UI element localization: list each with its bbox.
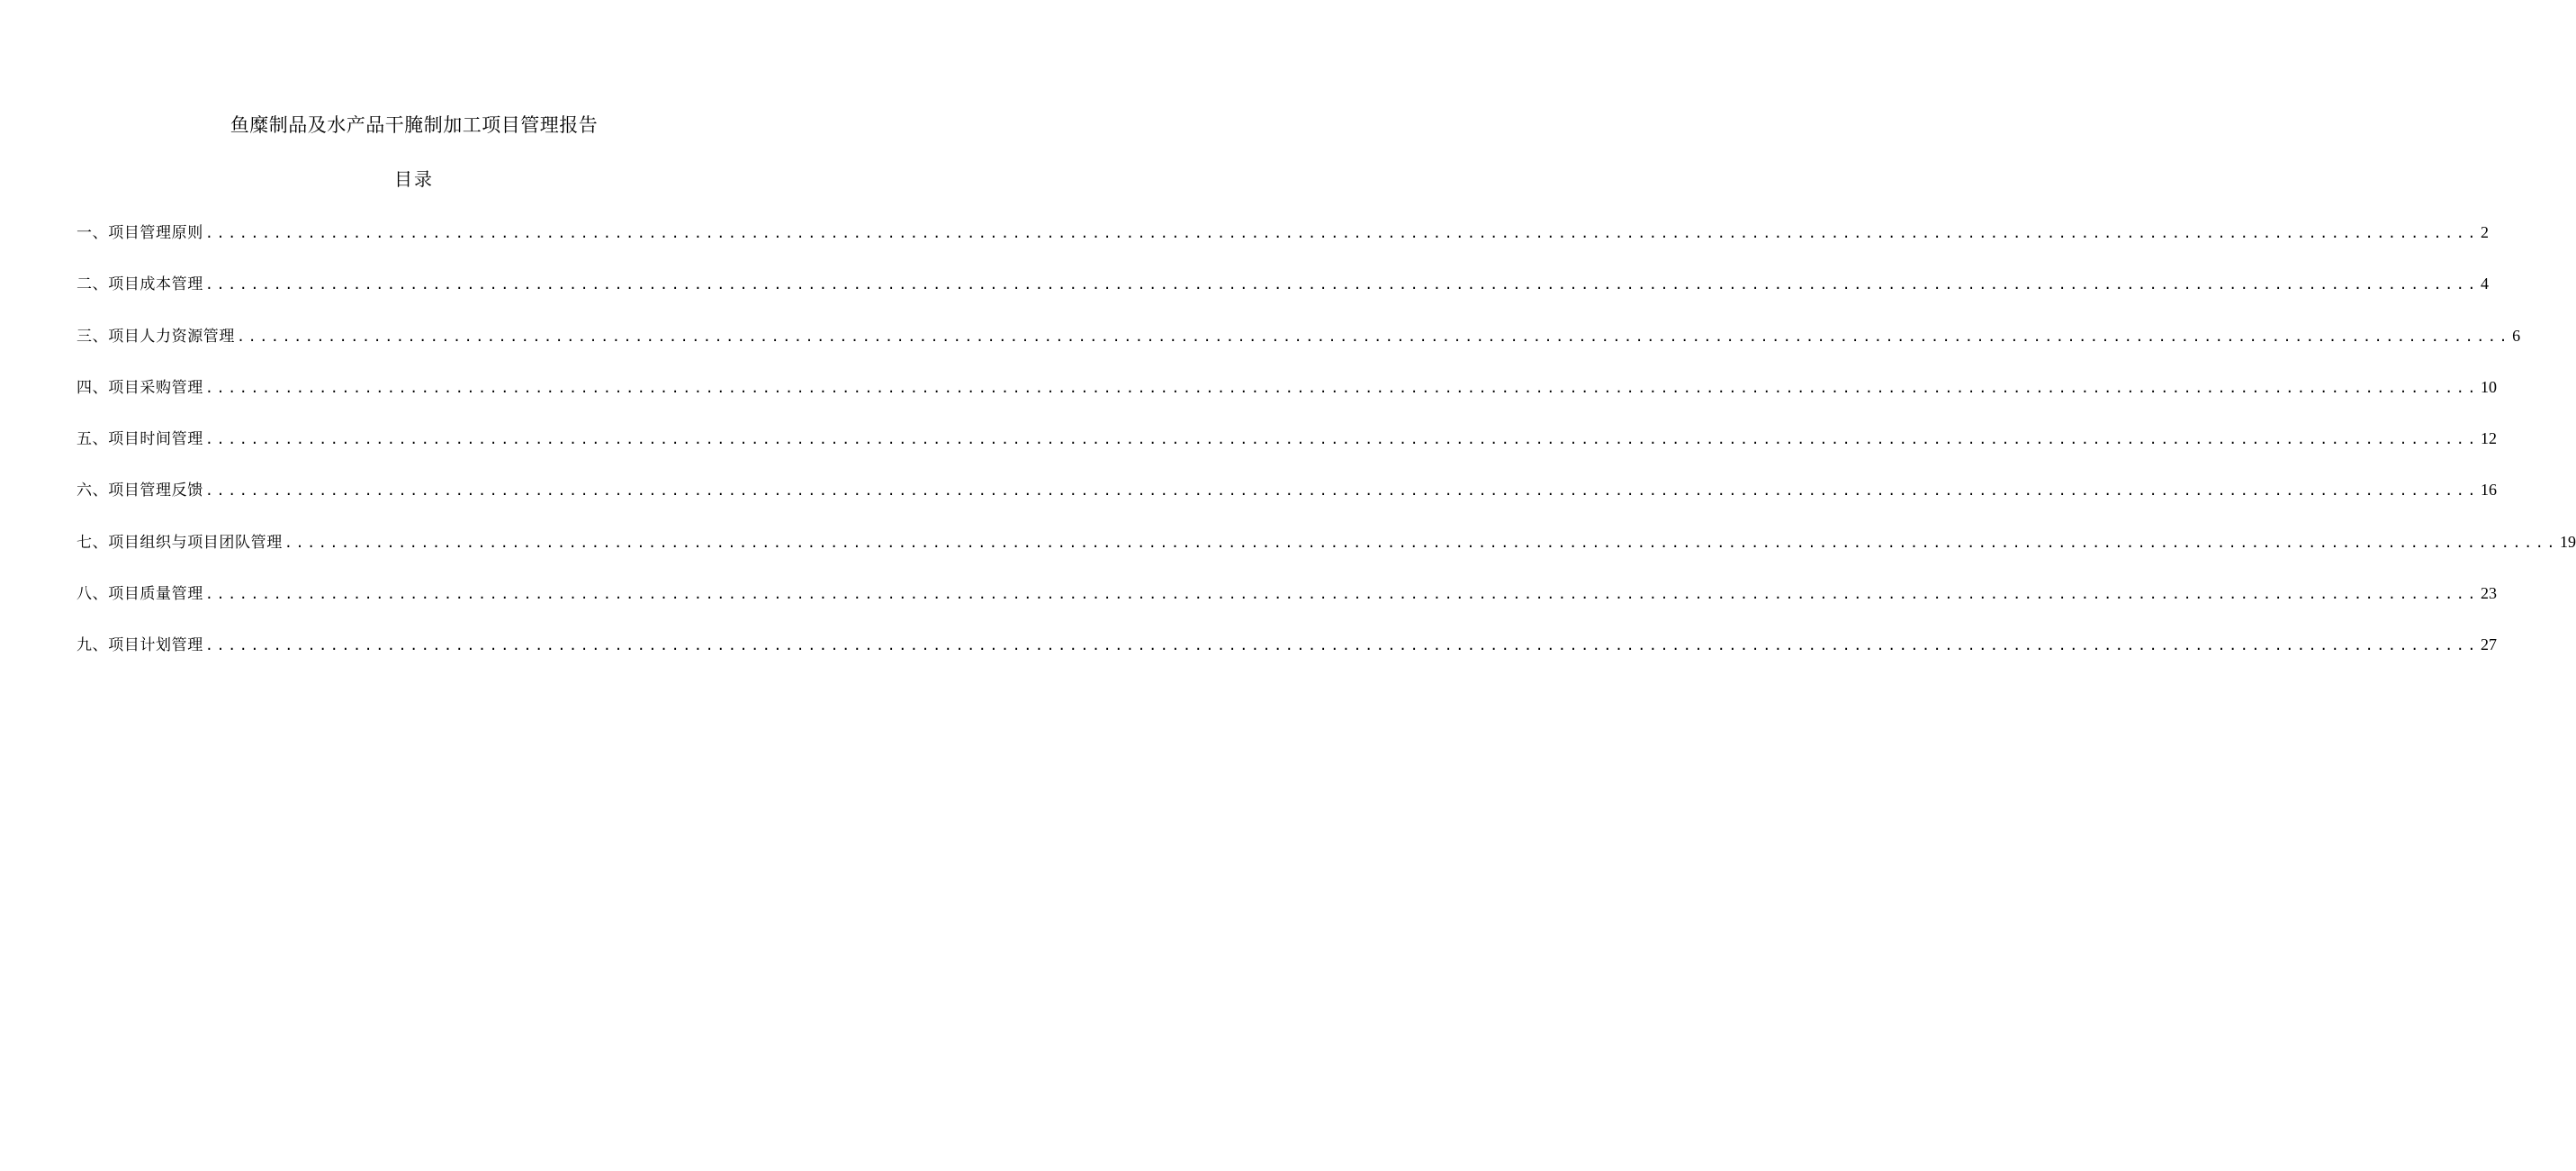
toc-page-number: 2 (2480, 223, 2489, 241)
toc-entry[interactable] (77, 631, 2497, 682)
toc-entry-label: 二、项目成本管理 (77, 275, 203, 294)
toc-entry-label: 四、项目采购管理 (77, 378, 203, 397)
toc-entry-label: 三、项目人力资源管理 (77, 327, 235, 346)
toc-dot-leader: ........................................................................................................................................................................................................ (237, 328, 2511, 345)
document-title: 鱼糜制品及水产品干腌制加工项目管理报告 (230, 114, 599, 136)
toc-entry-label: 六、项目管理反馈 (77, 482, 203, 500)
toc-heading: 目录 (394, 168, 434, 190)
toc-dot-leader: ........................................................................................................................................................................................................ (204, 379, 2479, 396)
toc-page-number: 4 (2480, 275, 2489, 293)
toc-dot-leader: ........................................................................................................................................................................................................ (204, 431, 2479, 448)
toc-entry[interactable] (77, 374, 2497, 425)
table-of-contents (77, 219, 2576, 683)
toc-page-number: 27 (2480, 635, 2497, 654)
toc-dot-leader: ........................................................................................................................................................................................................ (204, 482, 2479, 500)
toc-entry-label: 一、项目管理原则 (77, 224, 203, 242)
toc-entry-label: 七、项目组织与项目团队管理 (77, 533, 283, 552)
toc-entry[interactable] (77, 270, 2489, 321)
toc-page-number: 23 (2480, 584, 2497, 603)
toc-entry[interactable] (77, 476, 2497, 527)
toc-dot-leader: ........................................................................................................................................................................................................ (284, 534, 2558, 551)
toc-page-number: 12 (2480, 429, 2497, 448)
toc-dot-leader: ........................................................................................................................................................................................................ (204, 586, 2479, 603)
toc-entry-label: 八、项目质量管理 (77, 585, 203, 604)
toc-entry-label: 五、项目时间管理 (77, 430, 203, 449)
toc-entry[interactable] (77, 322, 2521, 374)
toc-entry[interactable] (77, 580, 2497, 631)
toc-entry[interactable] (77, 219, 2489, 270)
toc-entry[interactable] (77, 528, 2576, 580)
toc-entry[interactable] (77, 425, 2497, 476)
toc-page-number: 16 (2480, 481, 2497, 500)
toc-dot-leader: ........................................................................................................................................................................................................ (204, 637, 2479, 654)
toc-dot-leader: ........................................................................................................................................................................................................ (204, 276, 2479, 293)
toc-page-number: 6 (2512, 326, 2521, 345)
toc-entry-label: 九、项目计划管理 (77, 636, 203, 655)
toc-page-number: 19 (2559, 532, 2576, 551)
toc-page-number: 10 (2480, 377, 2497, 396)
toc-dot-leader: ........................................................................................................................................................................................................ (204, 225, 2479, 241)
